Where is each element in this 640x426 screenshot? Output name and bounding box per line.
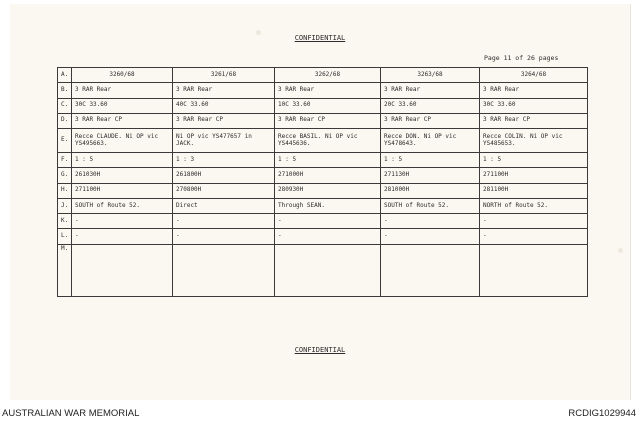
reference-id: RCDIG1029944 <box>568 408 636 419</box>
table-cell: 40C 33.60 <box>173 98 275 113</box>
table-cell: Recce COLIN. Ni OP vic YS485653. <box>480 129 588 153</box>
row-label: C. <box>58 98 72 113</box>
table-cell: - <box>173 229 275 244</box>
table-cell: 281000H <box>381 183 480 198</box>
table-cell <box>173 244 275 296</box>
table-cell: 271100H <box>72 183 173 198</box>
table-cell: - <box>381 214 480 229</box>
source-caption: AUSTRALIAN WAR MEMORIAL <box>2 408 140 419</box>
table-cell: - <box>480 229 588 244</box>
table-cell: 3264/68 <box>480 68 588 83</box>
table-cell: - <box>275 214 381 229</box>
table-row <box>58 168 588 183</box>
table-cell: 3 RAR Rear <box>72 83 173 98</box>
table-cell: 1 : 5 <box>72 153 173 168</box>
table-cell: 3 RAR Rear CP <box>173 113 275 128</box>
table-cell: 3261/68 <box>173 68 275 83</box>
table-cell: 3 RAR Rear <box>381 83 480 98</box>
table-cell: NORTH of Route 52. <box>480 198 588 213</box>
row-label: J. <box>58 198 72 213</box>
table-cell: Recce BASIL. Ni OP vic YS445636. <box>275 129 381 153</box>
row-label: D. <box>58 113 72 128</box>
table-cell: 281100H <box>480 183 588 198</box>
table-cell: 270800H <box>173 183 275 198</box>
table-row <box>58 68 588 83</box>
table-row <box>58 244 588 296</box>
table-cell: Through SEAN. <box>275 198 381 213</box>
table-cell: 1 : 5 <box>275 153 381 168</box>
table-cell: 271130H <box>381 168 480 183</box>
row-label: G. <box>58 168 72 183</box>
table-cell: Recce DON. Ni OP vic YS478643. <box>381 129 480 153</box>
row-label: M. <box>58 244 72 296</box>
row-label: F. <box>58 153 72 168</box>
table-cell: - <box>173 214 275 229</box>
table-cell: 261030H <box>72 168 173 183</box>
table-cell: 271000H <box>275 168 381 183</box>
table-cell: Ni OP vic YS477657 in JACK. <box>173 129 275 153</box>
table-row <box>58 153 588 168</box>
table-row <box>58 129 588 153</box>
table-cell: 1 : 3 <box>173 153 275 168</box>
table-cell: 3 RAR Rear CP <box>275 113 381 128</box>
table-row <box>58 183 588 198</box>
table-cell: - <box>72 214 173 229</box>
table-cell: 30C 33.60 <box>480 98 588 113</box>
row-label: A. <box>58 68 72 83</box>
row-label: H. <box>58 183 72 198</box>
table-cell: SOUTH of Route 52. <box>381 198 480 213</box>
table-row <box>58 229 588 244</box>
table-cell: 20C 33.60 <box>381 98 480 113</box>
row-label: E. <box>58 129 72 153</box>
table-cell: 30C 33.60 <box>72 98 173 113</box>
table-row <box>58 113 588 128</box>
table-cell: 280930H <box>275 183 381 198</box>
table-cell: 3262/68 <box>275 68 381 83</box>
table-row <box>58 83 588 98</box>
table-row <box>58 98 588 113</box>
table-cell: 3263/68 <box>381 68 480 83</box>
page-number: Page 11 of 26 pages <box>484 54 559 62</box>
table-cell: 3260/68 <box>72 68 173 83</box>
table-cell: 3 RAR Rear <box>173 83 275 98</box>
table-cell: 10C 33.60 <box>275 98 381 113</box>
table-row <box>58 198 588 213</box>
table-cell: SOUTH of Route 52. <box>72 198 173 213</box>
table-cell: 3 RAR Rear CP <box>480 113 588 128</box>
footer-classification: CONFIDENTIAL <box>294 346 346 354</box>
table-cell: - <box>381 229 480 244</box>
table-cell: 3 RAR Rear CP <box>381 113 480 128</box>
table-cell: 271100H <box>480 168 588 183</box>
table-cell <box>275 244 381 296</box>
table-cell: 3 RAR Rear <box>480 83 588 98</box>
table-cell: 1 : 5 <box>480 153 588 168</box>
table-cell: Direct <box>173 198 275 213</box>
table-cell: - <box>275 229 381 244</box>
table-cell <box>72 244 173 296</box>
table-cell: 3 RAR Rear CP <box>72 113 173 128</box>
table-cell: - <box>72 229 173 244</box>
data-table <box>57 67 588 297</box>
table-cell: 3 RAR Rear <box>275 83 381 98</box>
table-cell: 1 : 5 <box>381 153 480 168</box>
punch-hole <box>618 248 623 253</box>
header-classification: CONFIDENTIAL <box>294 34 346 42</box>
table-cell: 261800H <box>173 168 275 183</box>
table-cell <box>480 244 588 296</box>
table-row <box>58 214 588 229</box>
table-cell: - <box>480 214 588 229</box>
row-label: L. <box>58 229 72 244</box>
table-cell: Recce CLAUDE. Ni OP vic YS495663. <box>72 129 173 153</box>
row-label: K. <box>58 214 72 229</box>
row-label: B. <box>58 83 72 98</box>
table-cell <box>381 244 480 296</box>
